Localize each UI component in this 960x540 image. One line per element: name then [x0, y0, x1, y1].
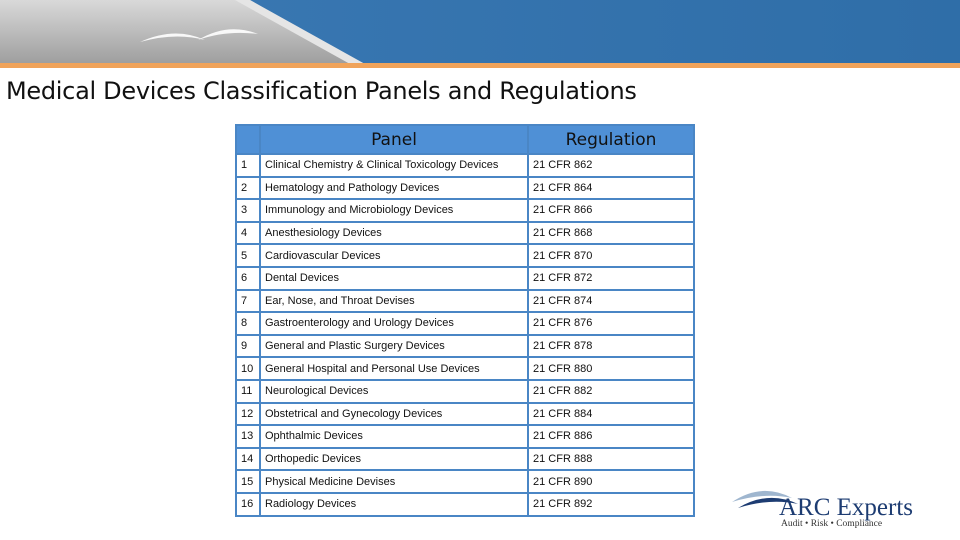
- row-regulation: 21 CFR 878: [528, 335, 694, 358]
- row-panel: Radiology Devices: [260, 493, 528, 516]
- row-regulation: 21 CFR 876: [528, 312, 694, 335]
- header-regulation: Regulation: [528, 125, 694, 154]
- row-regulation: 21 CFR 882: [528, 380, 694, 403]
- row-regulation: 21 CFR 866: [528, 199, 694, 222]
- row-panel: Obstetrical and Gynecology Devices: [260, 403, 528, 426]
- row-regulation: 21 CFR 862: [528, 154, 694, 177]
- row-regulation: 21 CFR 880: [528, 357, 694, 380]
- row-regulation: 21 CFR 868: [528, 222, 694, 245]
- logo-tagline: Audit • Risk • Compliance: [781, 519, 883, 529]
- row-regulation: 21 CFR 884: [528, 403, 694, 426]
- table-row: [236, 448, 694, 471]
- table-row: [236, 312, 694, 335]
- row-number: 1: [236, 154, 260, 177]
- row-number: 4: [236, 222, 260, 245]
- row-panel: Dental Devices: [260, 267, 528, 290]
- row-number: 5: [236, 244, 260, 267]
- table-row: [236, 357, 694, 380]
- row-regulation: 21 CFR 864: [528, 177, 694, 200]
- table-row: [236, 470, 694, 493]
- table-row: [236, 403, 694, 426]
- row-panel: Gastroenterology and Urology Devices: [260, 312, 528, 335]
- row-number: 7: [236, 290, 260, 313]
- row-number: 3: [236, 199, 260, 222]
- row-number: 9: [236, 335, 260, 358]
- header-banner: [0, 0, 960, 70]
- table-row: [236, 177, 694, 200]
- row-regulation: 21 CFR 870: [528, 244, 694, 267]
- row-panel: Hematology and Pathology Devices: [260, 177, 528, 200]
- logo-name: ARC Experts: [779, 494, 914, 521]
- row-panel: Ophthalmic Devices: [260, 425, 528, 448]
- row-panel: Immunology and Microbiology Devices: [260, 199, 528, 222]
- header-number: [236, 125, 260, 154]
- page-title: Medical Devices Classification Panels and Regulations: [6, 77, 637, 105]
- table-header-row: [236, 125, 694, 154]
- table-row: [236, 267, 694, 290]
- row-panel: Clinical Chemistry & Clinical Toxicology Devices: [260, 154, 528, 177]
- row-panel: Ear, Nose, and Throat Devises: [260, 290, 528, 313]
- row-panel: Cardiovascular Devices: [260, 244, 528, 267]
- row-regulation: 21 CFR 892: [528, 493, 694, 516]
- row-panel: Physical Medicine Devises: [260, 470, 528, 493]
- header-panel: Panel: [260, 125, 528, 154]
- row-panel: Orthopedic Devices: [260, 448, 528, 471]
- row-number: 16: [236, 493, 260, 516]
- row-regulation: 21 CFR 874: [528, 290, 694, 313]
- row-regulation: 21 CFR 888: [528, 448, 694, 471]
- row-number: 12: [236, 403, 260, 426]
- row-panel: General Hospital and Personal Use Devices: [260, 357, 528, 380]
- row-number: 15: [236, 470, 260, 493]
- table-row: [236, 335, 694, 358]
- row-regulation: 21 CFR 872: [528, 267, 694, 290]
- table-row: [236, 380, 694, 403]
- row-number: 8: [236, 312, 260, 335]
- table-row: [236, 154, 694, 177]
- row-number: 13: [236, 425, 260, 448]
- table-row: [236, 222, 694, 245]
- row-number: 10: [236, 357, 260, 380]
- row-number: 2: [236, 177, 260, 200]
- row-panel: Neurological Devices: [260, 380, 528, 403]
- row-number: 6: [236, 267, 260, 290]
- table-row: [236, 493, 694, 516]
- table-row: [236, 290, 694, 313]
- row-panel: Anesthesiology Devices: [260, 222, 528, 245]
- row-number: 14: [236, 448, 260, 471]
- classification-table: [235, 124, 695, 517]
- row-regulation: 21 CFR 886: [528, 425, 694, 448]
- row-panel: General and Plastic Surgery Devices: [260, 335, 528, 358]
- row-number: 11: [236, 380, 260, 403]
- table-row: [236, 199, 694, 222]
- table-row: [236, 425, 694, 448]
- table-row: [236, 244, 694, 267]
- row-regulation: 21 CFR 890: [528, 470, 694, 493]
